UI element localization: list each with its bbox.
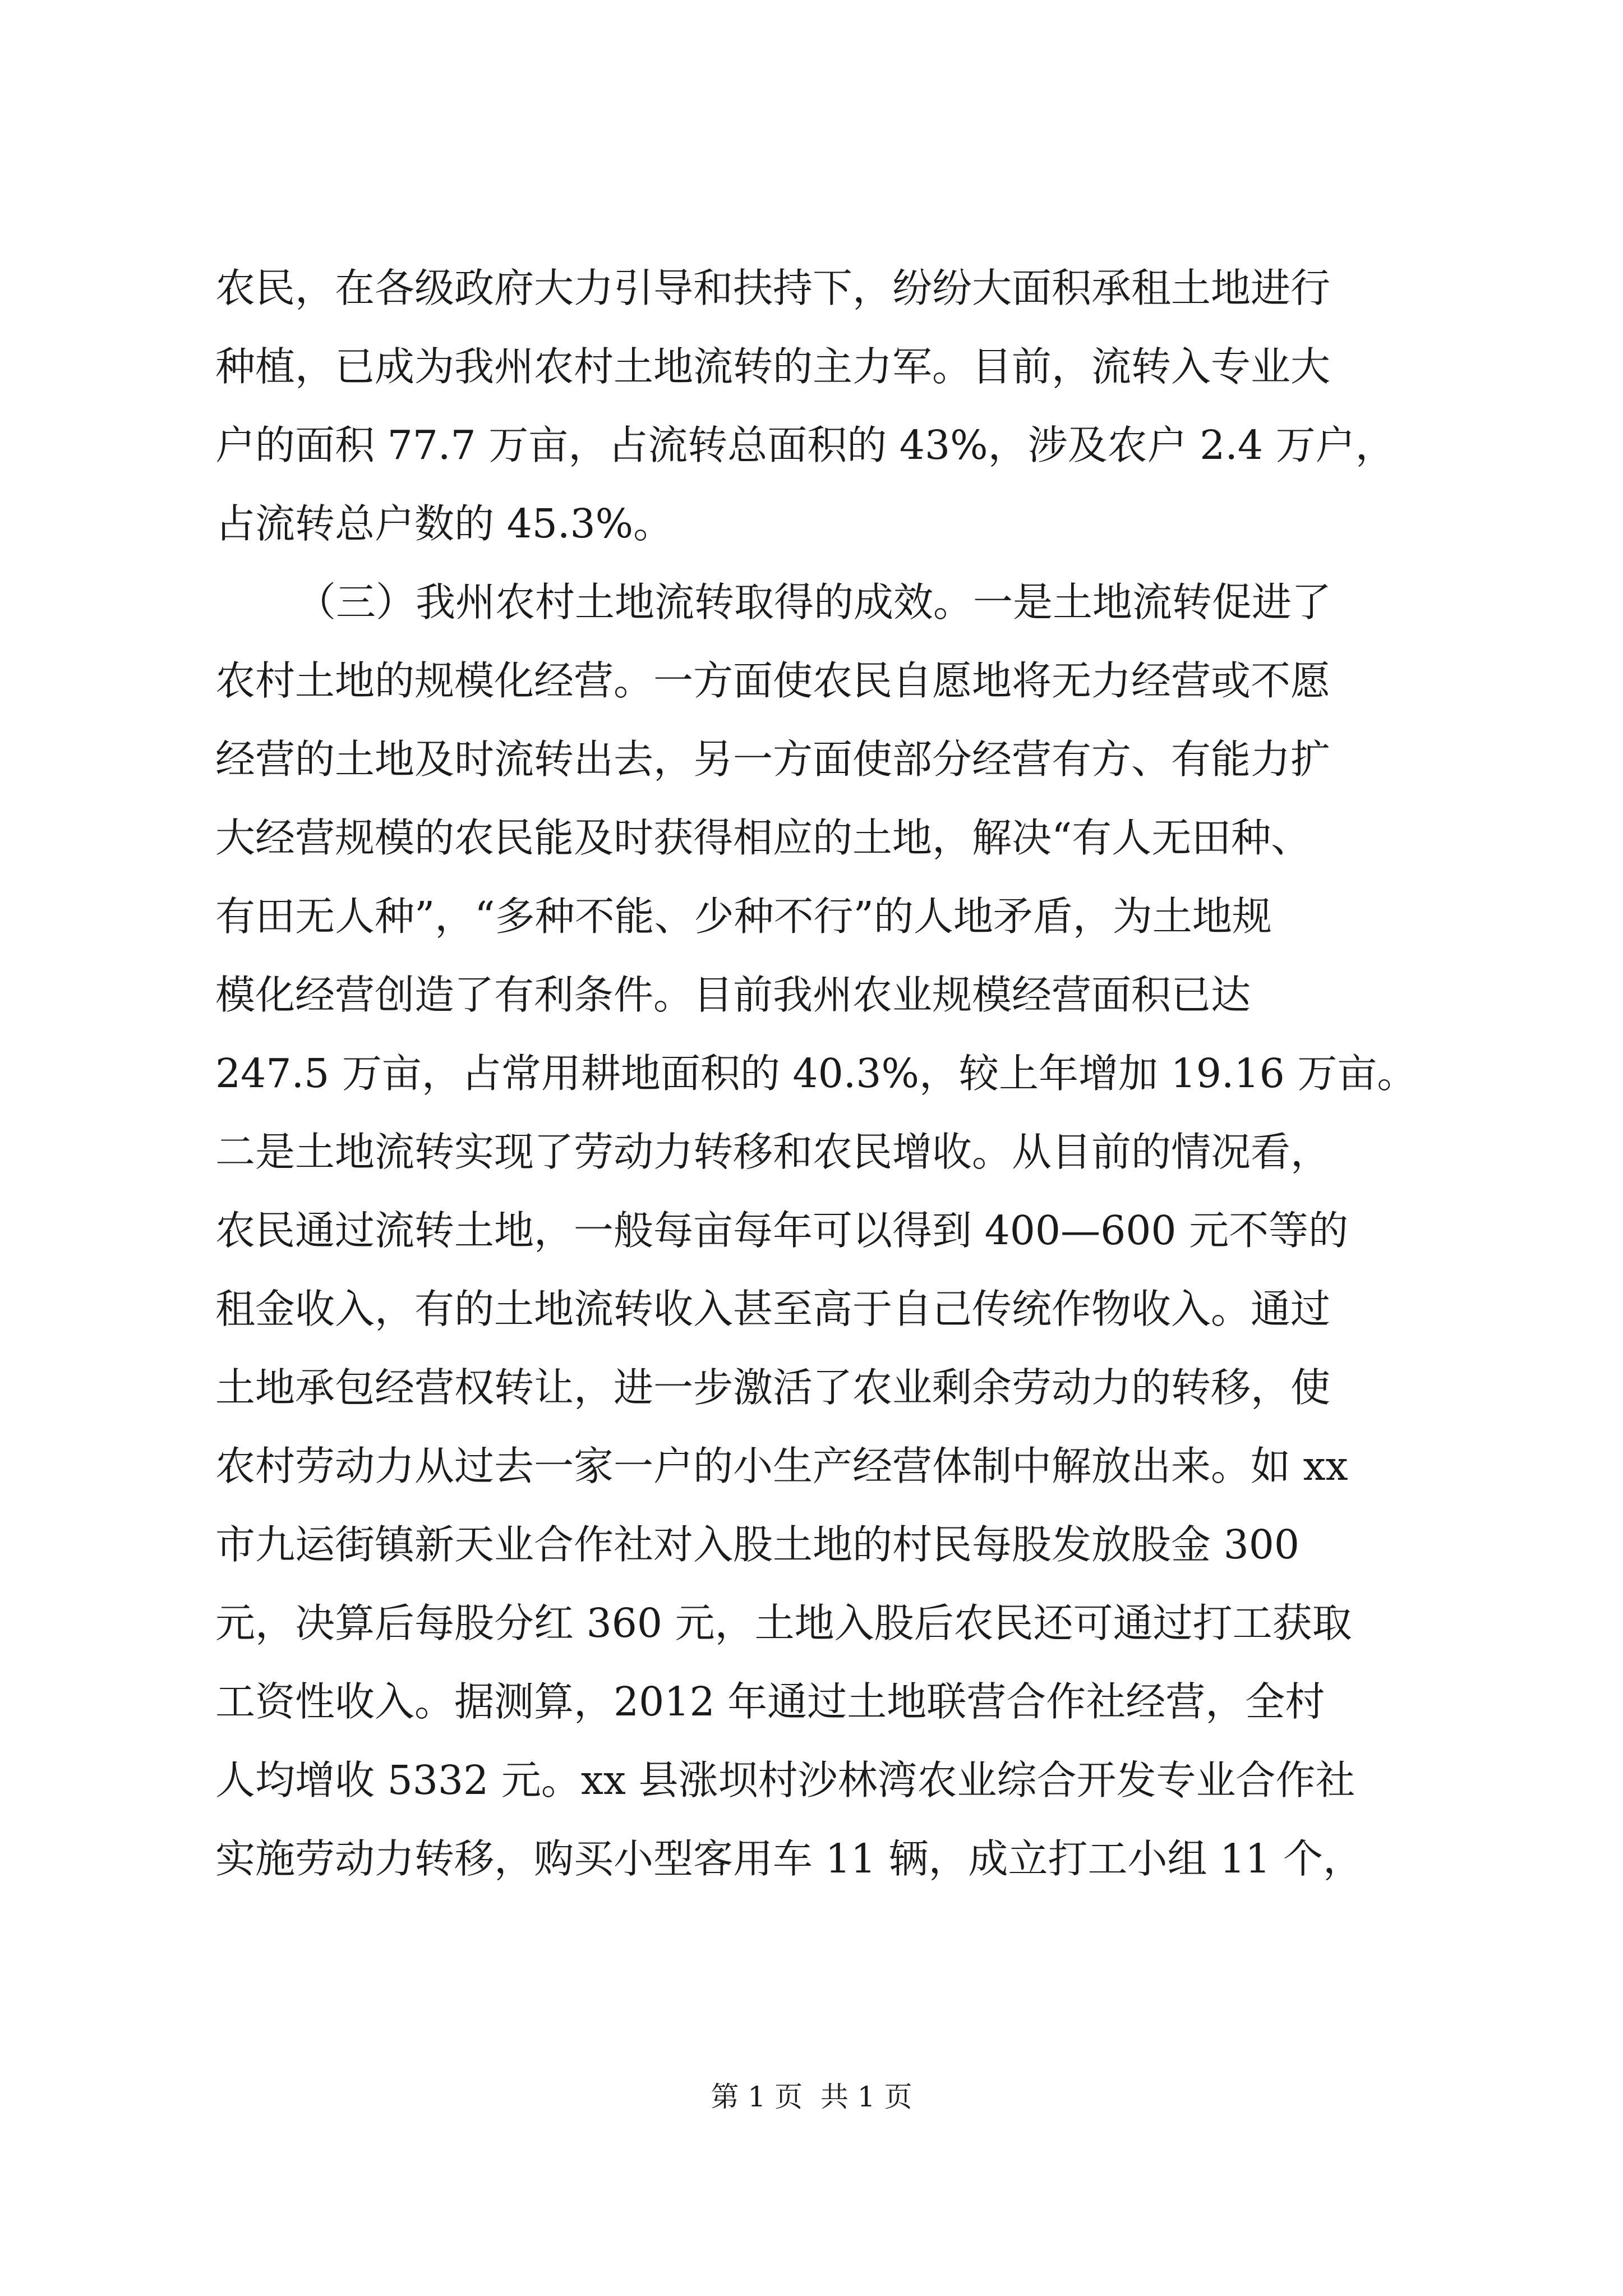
body-line-6: 农村土地的规模化经营。一方面使农民自愿地将无力经营或不愿 <box>215 657 1331 704</box>
body-line-8: 大经营规模的农民能及时获得相应的土地，解决“有人无田种、 <box>215 815 1311 861</box>
body-line-7: 经营的土地及时流转出去，另一方面使部分经营有方、有能力扩 <box>215 736 1331 783</box>
body-line-3: 户的面积 77.7 万亩，占流转总面积的 43%，涉及农户 2.4 万户， <box>215 422 1395 468</box>
body-line-11: 247.5 万亩，占常用耕地面积的 40.3%，较上年增加 19.16 万亩。 <box>215 1050 1417 1097</box>
page-number-footer: 第 1 页 共 1 页 <box>711 2081 912 2113</box>
body-line-12: 二是土地流转实现了劳动力转移和农民增收。从目前的情况看， <box>215 1129 1331 1175</box>
body-line-13: 农民通过流转土地，一般每亩每年可以得到 400—600 元不等的 <box>215 1207 1349 1254</box>
body-line-16: 农村劳动力从过去一家一户的小生产经营体制中解放出来。如 xx <box>215 1443 1348 1489</box>
body-line-1: 农民，在各级政府大力引导和扶持下，纷纷大面积承租土地进行 <box>215 265 1331 311</box>
body-line-15: 土地承包经营权转让，进一步激活了农业剩余劳动力的转移，使 <box>215 1364 1331 1411</box>
body-line-2: 种植，已成为我州农村土地流转的主力军。目前，流转入专业大 <box>215 343 1331 390</box>
body-line-17: 市九运街镇新天业合作社对入股土地的村民每股发放股金 300 <box>215 1521 1300 1568</box>
body-line-14: 租金收入，有的土地流转收入甚至高于自己传统作物收入。通过 <box>215 1286 1331 1332</box>
paragraph-heading-3: （三）我州农村土地流转取得的成效。一是土地流转促进了 <box>296 579 1332 625</box>
body-line-10: 模化经营创造了有利条件。目前我州农业规模经营面积已达 <box>215 972 1251 1018</box>
body-line-19: 工资性收入。据测算，2012 年通过土地联营合作社经营，全村 <box>215 1678 1325 1725</box>
body-line-4: 占流转总户数的 45.3%。 <box>215 500 674 547</box>
body-line-20: 人均增收 5332 元。xx 县涨坝村沙林湾农业综合开发专业合作社 <box>215 1757 1355 1803</box>
body-line-9: 有田无人种”，“多种不能、少种不行”的人地矛盾，为土地规 <box>215 893 1272 940</box>
body-line-21: 实施劳动力转移，购买小型客用车 11 辆，成立打工小组 11 个， <box>215 1835 1363 1882</box>
body-line-18: 元，决算后每股分红 360 元，土地入股后农民还可通过打工获取 <box>215 1600 1352 1646</box>
